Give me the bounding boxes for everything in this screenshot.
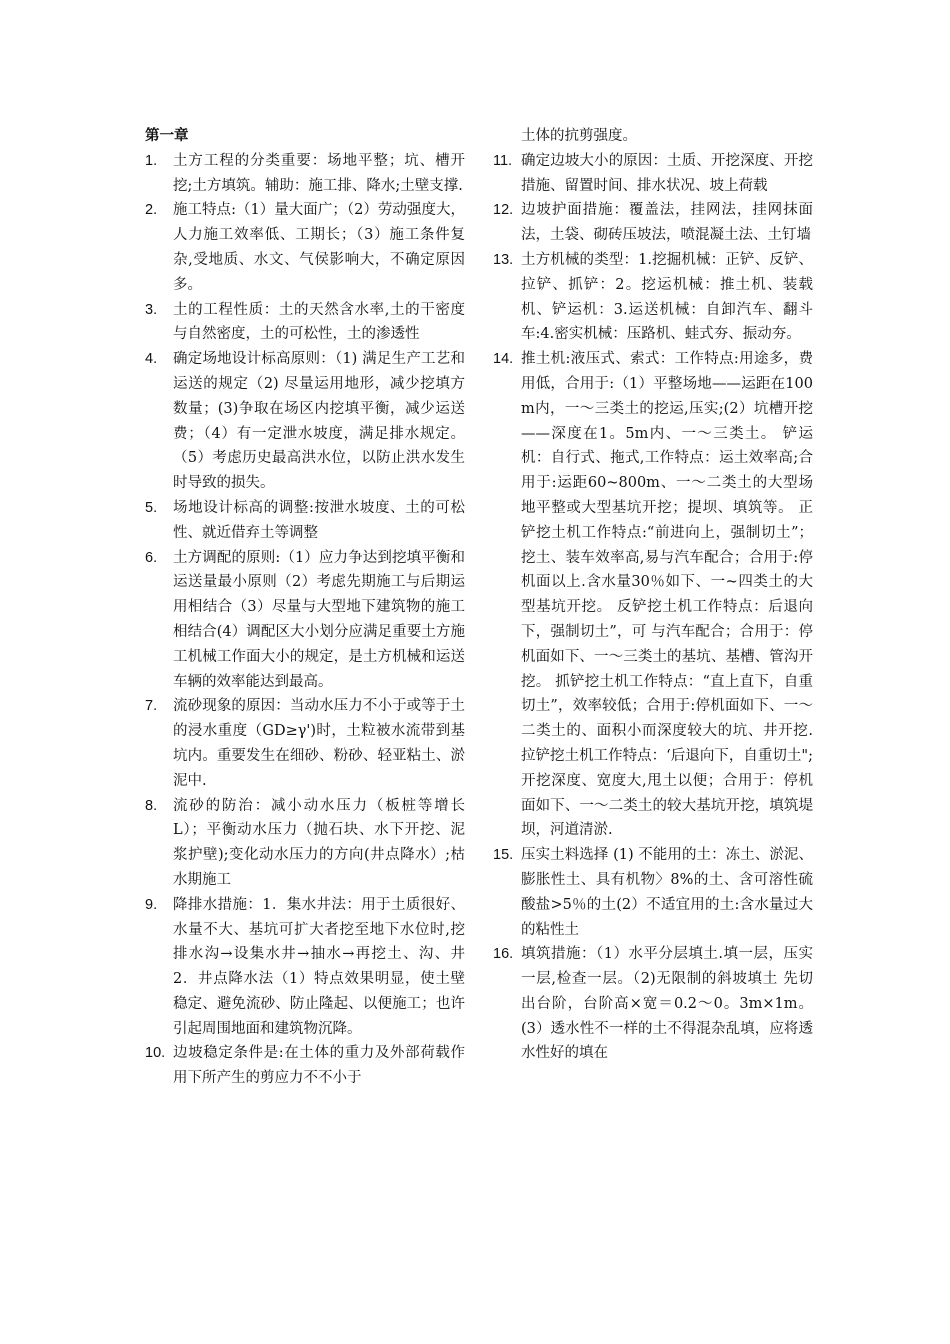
- item-text: 土方机械的类型：1.挖掘机械：正铲、反铲、拉铲、抓铲：2。挖运机械：推土机、装载机、铲运机：3.运送机械：自卸汽车、翻斗车:4.密实机械：压路机、蛙式夯、振动夯。: [521, 251, 813, 343]
- item-number: 4.: [145, 351, 158, 368]
- item-text: 确定场地设计标高原则：（1) 满足生产工艺和运送的规定（2) 尽量运用地形，减少挖填方数量；(3)争取在场区内挖填平衡，减少运送费；（4）有一定泄水坡度，满足排水规定。（5）考虑历史最高洪水位，以防止洪水发生时导致的损失。: [173, 351, 465, 492]
- item-text: 场地设计标高的调整:按泄水坡度、土的可松性、就近借弃土等调整: [173, 499, 465, 541]
- item-number: 2.: [145, 202, 158, 219]
- right-column: [493, 124, 813, 1066]
- list-item: [493, 942, 813, 1066]
- list-item: [145, 496, 465, 546]
- list-item: [493, 843, 813, 942]
- item-number: 14.: [493, 351, 514, 368]
- list-item: [145, 893, 465, 1042]
- list-item: [493, 347, 813, 843]
- list-item: [145, 546, 465, 695]
- item-number: 3.: [145, 301, 158, 318]
- list-item: [145, 298, 465, 348]
- item-text: 土方调配的原则:（1）应力争达到挖填平衡和运送量最小原则（2）考虑先期施工与后期运用相结合（3）尽量与大型地下建筑物的施工相结合(4）调配区大小划分应满足重要土方施工机械工作面大小的规定，是土方机械和运送车辆的效率能达到最高。: [173, 549, 465, 690]
- list-item: [145, 198, 465, 297]
- item-number: 9.: [145, 896, 158, 913]
- item-number: 16.: [493, 946, 514, 963]
- list-item: [493, 198, 813, 248]
- item-text: 边坡稳定条件是:在土体的重力及外部荷载作用下所产生的剪应力不不小于: [173, 1045, 465, 1087]
- continuation-text: 土体的抗剪强度。: [521, 128, 637, 144]
- list-item: [145, 149, 465, 199]
- item-number: 7.: [145, 698, 158, 715]
- item-text: 流砂现象的原因：当动水压力不小于或等于土的浸水重度（GD≥γ')时，土粒被水流带到基坑内。重要发生在细砂、粉砂、轻亚粘土、淤泥中.: [173, 698, 465, 789]
- item-number: 11.: [493, 152, 513, 169]
- item-text: 降排水措施：1．集水井法：用于土质很好、水量不大、基坑可扩大者挖至地下水位时,挖排水沟→设集水井→抽水→再挖土、沟、井 2．井点降水法（1）特点效果明显，使土壁稳定、避免流砂、防止隆起、以便施工；也许引起周围地面和建筑物沉降。: [173, 896, 465, 1037]
- item-number: 13.: [493, 251, 514, 268]
- left-column: [145, 124, 465, 1091]
- item-number: 6.: [145, 549, 158, 566]
- list-item: [493, 149, 813, 199]
- item-text: 压实土料选择 (1) 不能用的土：冻土、淤泥、膨胀性土、具有机物〉8%的土、含可溶性硫酸盐>5％的土(2）不适宜用的土:含水量过大的粘性土: [521, 847, 813, 938]
- chapter-title: 第一章: [145, 128, 189, 144]
- item-number: 8.: [145, 797, 158, 814]
- item-number: 10.: [145, 1045, 166, 1062]
- item-text: 施工特点:（1）量大面广；（2）劳动强度大，人力施工效率低、工期长；（3）施工条件复杂,受地质、水文、气侯影响大，不确定原因多。: [173, 202, 465, 293]
- item-number: 12.: [493, 202, 514, 219]
- item-text: 推土机:液压式、索式：工作特点:用途多，费用低，合用于:（1）平整场地——运距在100m内，一～三类土的挖运,压实;(2）坑槽开挖——深度在1。5m内、一～三类土。 铲运机：自行式、拖式,工作特点：运土效率高;合用于:运距60~800m、一～二类土的大型场地平整或大型基坑开挖；提坝、填筑等。 正铲挖土机工作特点:“前进向上，强制切土”；挖土、装车效率高,易与汽车配合；合用于:停机面以上.含水量30％如下、一~四类土的大型基坑开挖。 反铲挖土机工作特点：后退向下，强制切土”，可 与汽车配合；合用于：停机面如下、一～三类土的基坑、基槽、管沟开挖。 抓铲挖土机工作特点：“直上直下，自重切土”，效率较低；合用于:停机面如下、一～二类土的、面积小而深度较大的坑、井开挖. 拉铲挖土机工作特点：‘后退向下，自重切土";开挖深度、宽度大,甩土以便；合用于：停机面如下、一～二类土的较大基坑开挖，填筑堤坝，河道清淤.: [521, 351, 813, 839]
- item-text: 确定边坡大小的原因：土质、开挖深度、开挖措施、留置时间、排水状况、坡上荷载: [521, 152, 813, 194]
- list-item: [493, 248, 813, 347]
- item-number: 5.: [145, 499, 158, 516]
- item-text: 土的工程性质：土的天然含水率,土的干密度与自然密度，土的可松性，土的渗透性: [173, 301, 465, 343]
- item-text: 填筑措施：（1）水平分层填土.填一层，压实一层,检查一层。（2)无限制的斜坡填土 先切出台阶，台阶高×宽＝0.2～0。3m×1m。(3）透水性不一样的土不得混杂乱填，应将透水性好的填在: [521, 946, 813, 1062]
- item-number: 15.: [493, 847, 514, 864]
- list-item: [145, 694, 465, 793]
- list-item: [145, 347, 465, 496]
- item-text: 边坡护面措施：覆盖法，挂网法，挂网抹面法，土袋、砌砖压坡法，喷混凝土法、土钉墙: [521, 202, 813, 244]
- item-number: 1.: [145, 152, 158, 169]
- item-text: 土方工程的分类重要：场地平整；坑、槽开挖;土方填筑。辅助：施工排、降水;土壁支撑.: [173, 152, 465, 194]
- item-text: 流砂的防治：减小动水压力（板桩等增长L）；平衡动水压力（抛石块、水下开挖、泥浆护壁);变化动水压力的方向(井点降水）;枯水期施工: [173, 797, 465, 888]
- list-item: [145, 794, 465, 893]
- list-item: [145, 1041, 465, 1091]
